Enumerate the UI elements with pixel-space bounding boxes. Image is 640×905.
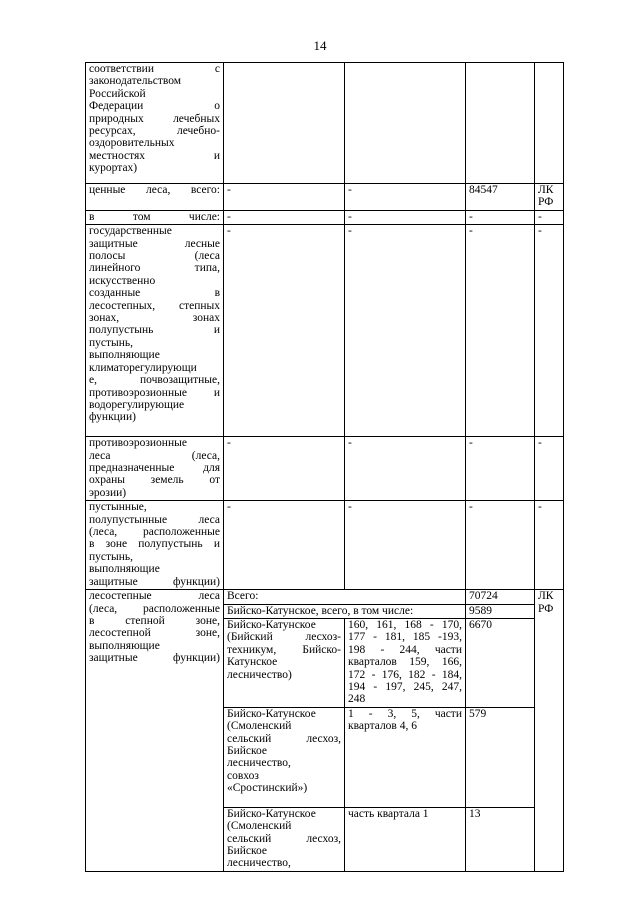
value-cell-c4 xyxy=(466,63,535,184)
cell-line: Бийское xyxy=(227,844,268,857)
value-cell-c4: 84547 xyxy=(466,184,535,211)
cell-line: лесничество, xyxy=(227,757,291,770)
cell-line: лесничество, xyxy=(227,857,291,870)
value-cell-c4: - xyxy=(466,210,535,224)
legal-basis: ЛК РФ xyxy=(535,590,564,872)
value-cell-c5: - xyxy=(535,225,564,437)
subdivision-name xyxy=(224,618,345,707)
subdivision-name xyxy=(224,807,345,871)
cell-line: сельский лесхоз, xyxy=(227,832,341,845)
category-cell xyxy=(86,63,224,184)
cell-line: 248 xyxy=(348,693,366,706)
cell-line: функции) xyxy=(89,411,136,424)
value-cell-c3: - xyxy=(345,210,466,224)
value-cell-c4: - xyxy=(466,437,535,501)
value-cell-c3: - xyxy=(345,501,466,590)
cell-line: защитные лесные xyxy=(89,237,220,250)
value-cell-c2: - xyxy=(224,225,345,437)
cell-line: Катунское xyxy=(227,656,278,669)
area-value: 6670 xyxy=(466,618,535,707)
cell-line: государственные xyxy=(89,225,172,238)
cell-line: противоэрозионные и xyxy=(89,386,220,399)
cell-line: Российской xyxy=(89,87,146,100)
value-cell-c2: - xyxy=(224,184,345,211)
cell-line: местностях и xyxy=(89,149,220,162)
cell-line: зонах, зонах xyxy=(89,312,220,325)
cell-line: е, почвозащитные, xyxy=(89,374,220,387)
cell-line: курортах) xyxy=(89,162,138,175)
table-row xyxy=(86,210,564,224)
cell-line: кварталов 4, 6 xyxy=(348,720,417,733)
cell-line: выполняющие xyxy=(89,563,160,576)
value-cell-c3: - xyxy=(345,184,466,211)
cell-line: полупустынь и xyxy=(89,324,220,337)
cell-line: совхоз xyxy=(227,769,259,782)
cell-line: полупустынные леса xyxy=(89,513,220,526)
cell-line: лесостепные леса xyxy=(89,590,220,603)
cell-line: 172 - 176, 182 - 184, xyxy=(348,668,462,681)
page-number: 14 xyxy=(313,38,327,53)
cell-line: природных лечебных xyxy=(89,112,220,125)
area-value: 579 xyxy=(466,707,535,807)
cell-line: законодательством xyxy=(89,75,182,88)
cell-line: в том числе: xyxy=(89,210,220,223)
table-row xyxy=(86,63,564,184)
cell-line: пустынные, xyxy=(89,501,147,514)
cell-line: (леса, расположенные xyxy=(89,526,220,539)
cell-line: в зоне полупустынь и xyxy=(89,538,220,551)
value-cell-c3: - xyxy=(345,225,466,437)
cell-line: лесостепных, степных xyxy=(89,299,220,312)
cell-line: 177 - 181, 185 -193, xyxy=(348,631,462,644)
category-cell xyxy=(86,590,224,872)
cell-line: охраны земель от xyxy=(89,474,220,487)
cell-line: в степной зоне, xyxy=(89,614,220,627)
category-cell xyxy=(86,437,224,501)
cell-line: 194 - 197, 245, 247, xyxy=(348,680,462,693)
cell-line: 160, 161, 168 - 170, xyxy=(348,618,462,631)
cell-line: (Бийский лесхоз- xyxy=(227,631,341,644)
cell-line: противоэрозионные xyxy=(89,437,187,450)
cell-line: линейного типа, xyxy=(89,262,220,275)
cell-line: «Сростинский») xyxy=(227,782,308,795)
value-cell-c3: - xyxy=(345,437,466,501)
cell-line: ценные леса, всего: xyxy=(89,184,220,196)
category-cell xyxy=(86,184,224,211)
cell-line: Бийско-Катунское xyxy=(227,618,316,631)
cell-line: пустынь, xyxy=(89,336,134,349)
district-label: Бийско-Катунское, всего, в том числе: xyxy=(224,604,466,618)
cell-line: эрозии) xyxy=(89,486,127,499)
cell-line: часть квартала 1 xyxy=(348,807,429,820)
table-row xyxy=(86,184,564,211)
cell-line: ресурсах, лечебно- xyxy=(89,125,220,138)
cell-line: оздоровительных xyxy=(89,137,175,150)
total-value: 70724 xyxy=(466,590,535,604)
cell-line: 198 - 244, части xyxy=(348,643,462,656)
cell-line: лесничество) xyxy=(227,668,292,681)
forest-table xyxy=(85,62,564,872)
cell-line: кварталов 159, 166, xyxy=(348,656,462,669)
cell-line: искусственно xyxy=(89,274,156,287)
quarters-cell xyxy=(345,807,466,871)
cell-line: леса (леса, xyxy=(89,449,220,462)
cell-line: (леса, расположенные xyxy=(89,602,220,615)
cell-line: (Смоленский xyxy=(227,820,292,833)
cell-line: (Смоленский xyxy=(227,720,292,733)
total-label: Всего: xyxy=(224,590,466,604)
cell-line: выполняющие xyxy=(89,349,160,362)
cell-line: Федерации о xyxy=(89,100,220,113)
cell-line: водорегулирующие xyxy=(89,398,185,411)
value-cell-c5 xyxy=(535,63,564,184)
cell-line: защитные функции) xyxy=(89,652,220,665)
cell-line: лесостепной зоне, xyxy=(89,627,220,640)
value-cell-c5: ЛК РФ xyxy=(535,184,564,211)
value-cell-c5: - xyxy=(535,210,564,224)
cell-line: полосы (леса xyxy=(89,250,220,263)
cell-line: выполняющие xyxy=(89,639,160,652)
value-cell-c2: - xyxy=(224,210,345,224)
value-cell-c3 xyxy=(345,63,466,184)
area-value: 13 xyxy=(466,807,535,871)
quarters-cell xyxy=(345,707,466,807)
cell-line: соответствии с xyxy=(89,63,220,75)
cell-line: пустынь, xyxy=(89,550,134,563)
category-cell xyxy=(86,501,224,590)
cell-line: сельский лесхоз, xyxy=(227,732,341,745)
subdivision-name xyxy=(224,707,345,807)
cell-line: предназначенные для xyxy=(89,462,220,475)
value-cell-c2: - xyxy=(224,437,345,501)
value-cell-c2: - xyxy=(224,501,345,590)
value-cell-c4: - xyxy=(466,225,535,437)
value-cell-c5: - xyxy=(535,437,564,501)
category-cell xyxy=(86,210,224,224)
cell-line: Бийско-Катунское xyxy=(227,707,316,720)
table-row xyxy=(86,225,564,437)
table-row-steppe-total xyxy=(86,590,564,604)
cell-line: климаторегулирующи xyxy=(89,361,197,374)
cell-line: защитные функции) xyxy=(89,575,220,588)
table-row xyxy=(86,501,564,590)
cell-line: Бийско-Катунское xyxy=(227,807,316,820)
value-cell-c4: - xyxy=(466,501,535,590)
value-cell-c5: - xyxy=(535,501,564,590)
table-row xyxy=(86,437,564,501)
category-cell xyxy=(86,225,224,437)
quarters-cell xyxy=(345,618,466,707)
cell-line: созданные в xyxy=(89,287,220,300)
cell-line: техникум, Бийско- xyxy=(227,643,341,656)
value-cell-c2 xyxy=(224,63,345,184)
district-value: 9589 xyxy=(466,604,535,618)
cell-line: Бийское xyxy=(227,744,268,757)
cell-line: 1 - 3, 5, части xyxy=(348,707,462,720)
